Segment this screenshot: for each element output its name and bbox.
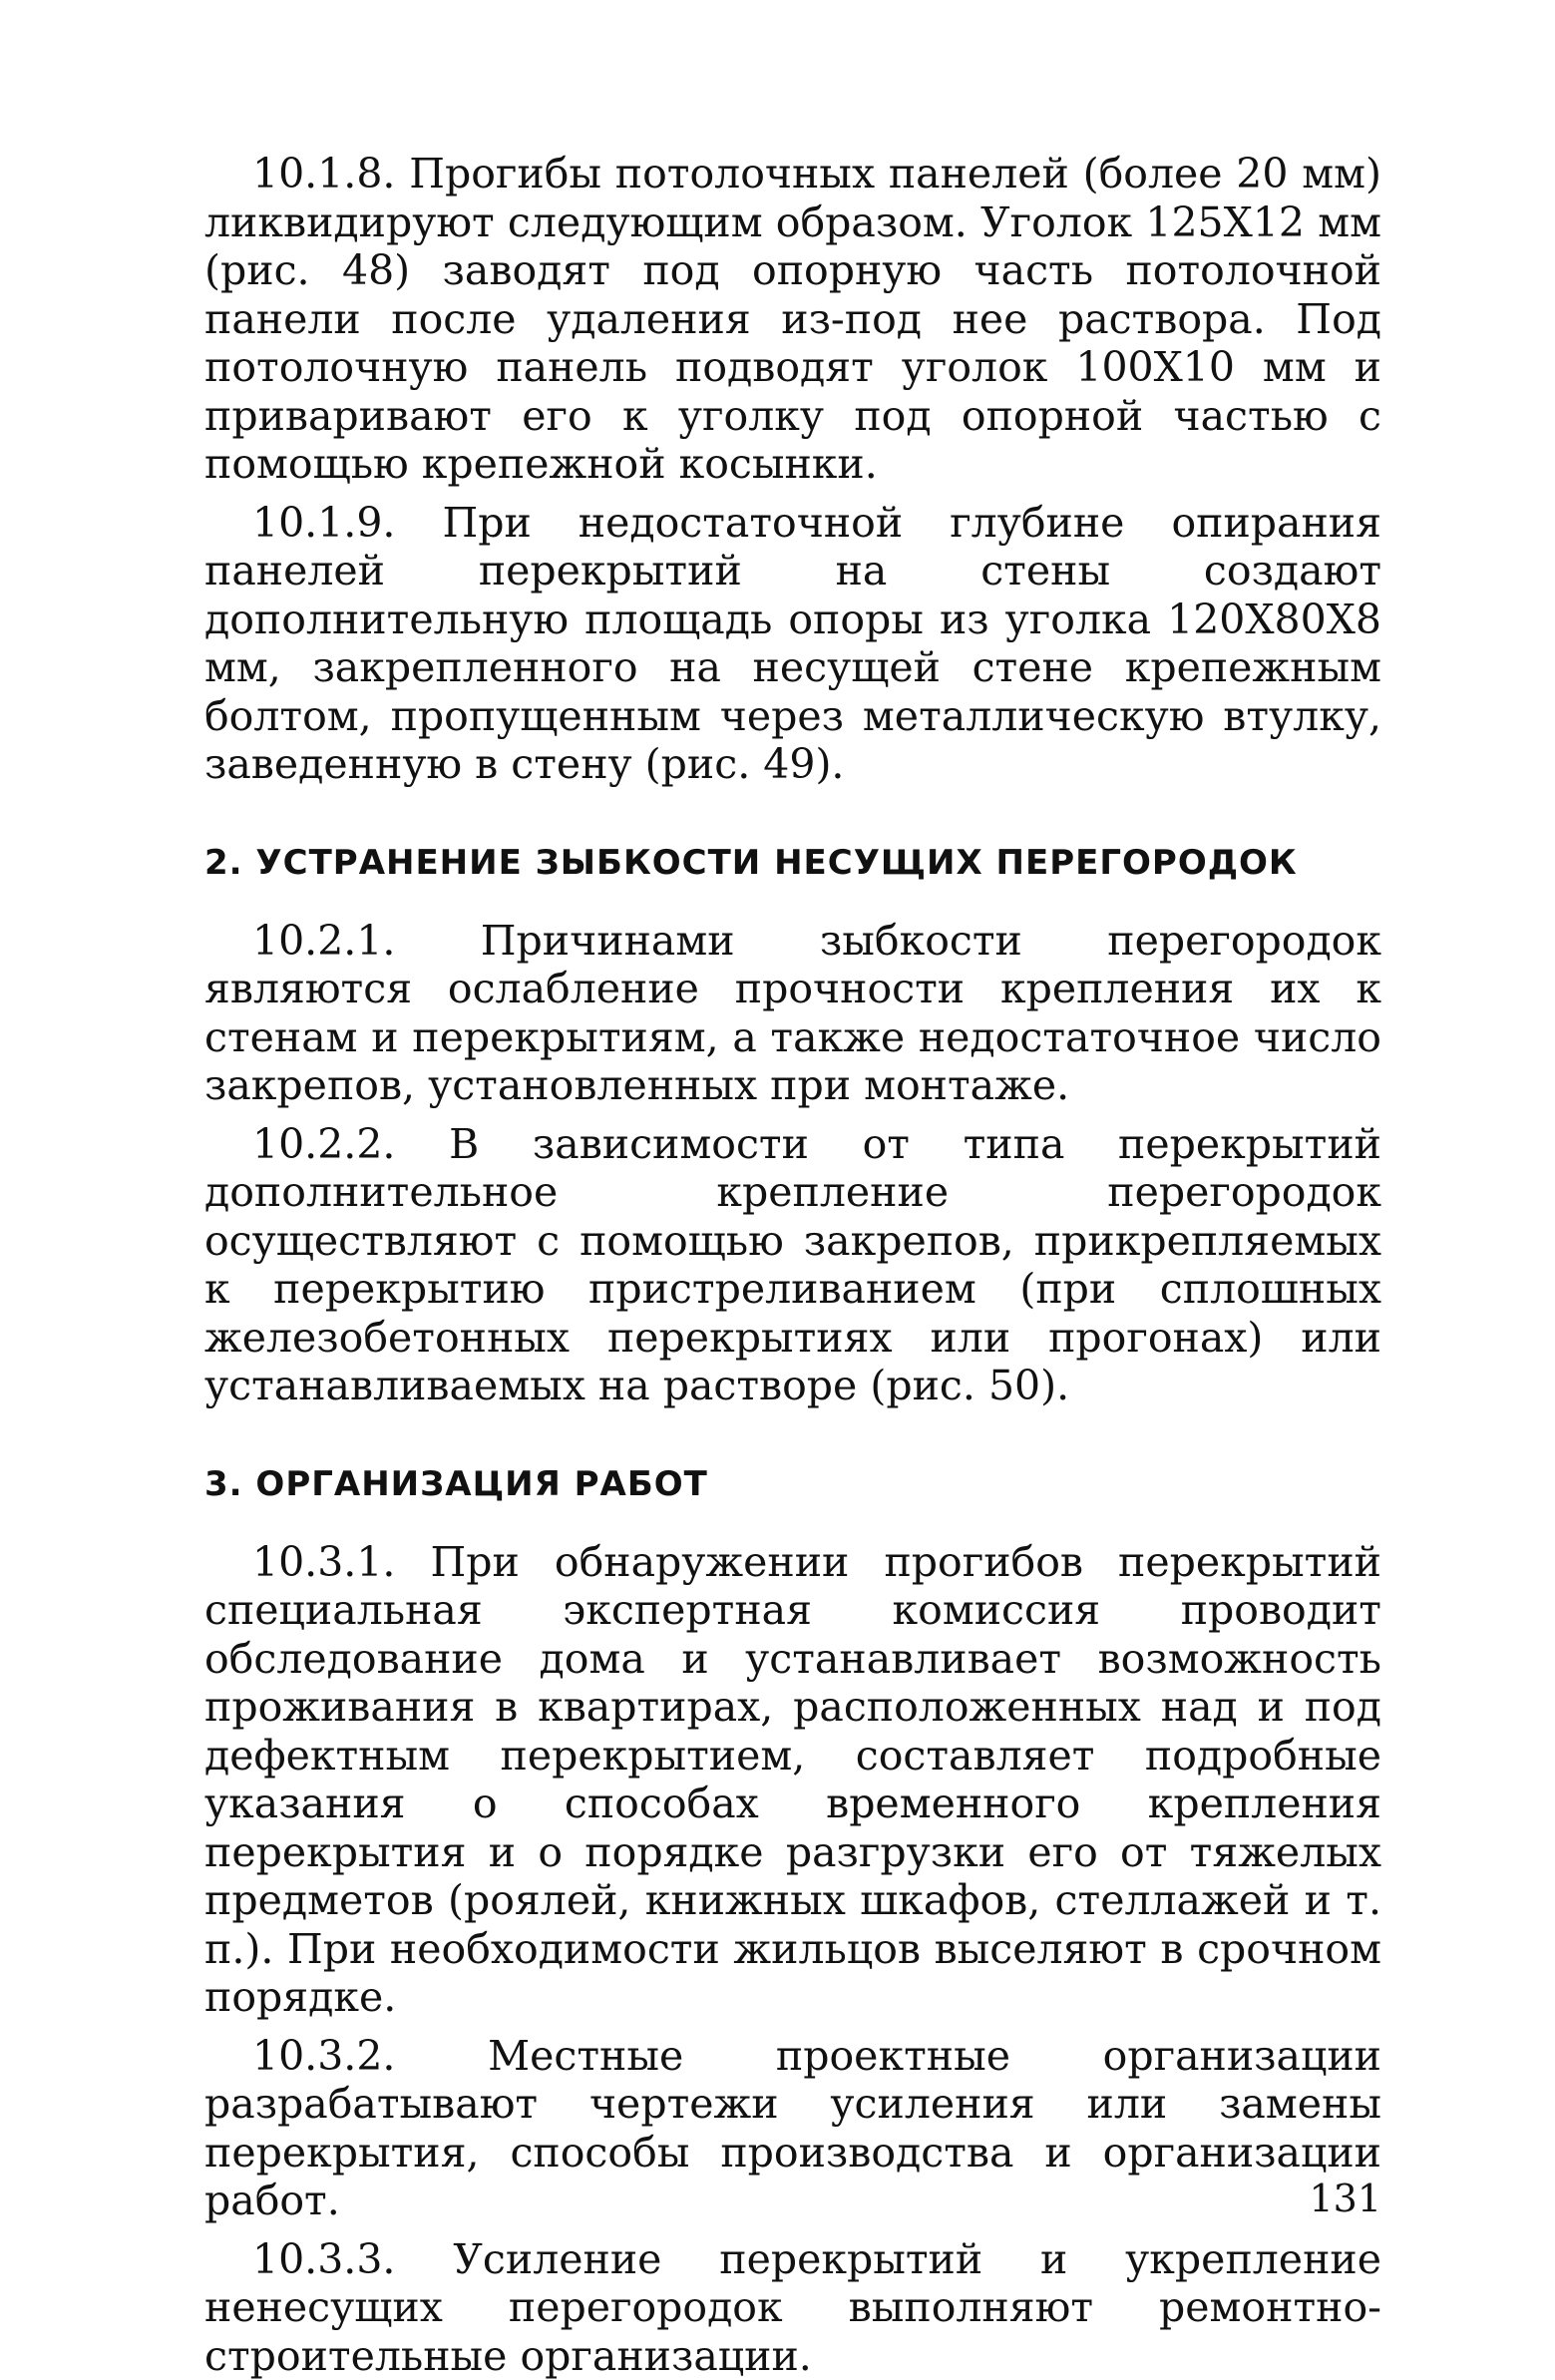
section-3-heading: 3. ОРГАНИЗАЦИЯ РАБОТ bbox=[204, 1464, 1381, 1504]
page-number: 131 bbox=[1309, 2177, 1381, 2220]
paragraph-10-1-9: 10.1.9. При недостаточной глубине опирания панелей перекрытий на стены создают дополнительную площадь опоры из уголка 120Х80Х8 мм, закрепленного на несущей стене крепежным болтом, пропущенным через металлическую втулку, заведенную в стену (рис. 49). bbox=[204, 499, 1381, 789]
paragraph-10-3-1: 10.3.1. При обнаружении прогибов перекрытий специальная экспертная комиссия проводит обследование дома и устанавливает возможность проживания в квартирах, расположенных над и под дефектным перекрытием, составляет подробные указания о способах временного крепления перекрытия и о порядке разгрузки его от тяжелых предметов (роялей, книжных шкафов, стеллажей и т. п.). При необходимости жильцов выселяют в срочном порядке. bbox=[204, 1538, 1381, 2022]
paragraph-10-3-3: 10.3.3. Усиление перекрытий и укрепление ненесущих перегородок выполняют ремонтно-строительные организации. bbox=[204, 2235, 1381, 2380]
page-body bbox=[204, 150, 1381, 2380]
paragraph-10-2-2: 10.2.2. В зависимости от типа перекрытий дополнительное крепление перегородок осуществляют с помощью закрепов, прикрепляемых к перекрытию пристреливанием (при сплошных железобетонных перекрытиях или прогонах) или устанавливаемых на растворе (рис. 50). bbox=[204, 1120, 1381, 1410]
section-2-heading: 2. УСТРАНЕНИЕ ЗЫБКОСТИ НЕСУЩИХ ПЕРЕГОРОДОК bbox=[204, 843, 1381, 883]
paragraph-10-3-2: 10.3.2. Местные проектные организации разрабатывают чертежи усиления или замены перекрытия, способы производства и организации работ. bbox=[204, 2032, 1381, 2225]
paragraph-10-2-1: 10.2.1. Причинами зыбкости перегородок являются ослабление прочности крепления их к стенам и перекрытиям, а также недостаточное число закрепов, установленных при монтаже. bbox=[204, 917, 1381, 1110]
paragraph-10-1-8: 10.1.8. Прогибы потолочных панелей (более 20 мм) ликвидируют следующим образом. Уголок 125Х12 мм (рис. 48) заводят под опорную часть потолочной панели после удаления из-под нее раствора. Под потолочную панель подводят уголок 100Х10 мм и приваривают его к уголку под опорной частью с помощью крепежной косынки. bbox=[204, 150, 1381, 489]
